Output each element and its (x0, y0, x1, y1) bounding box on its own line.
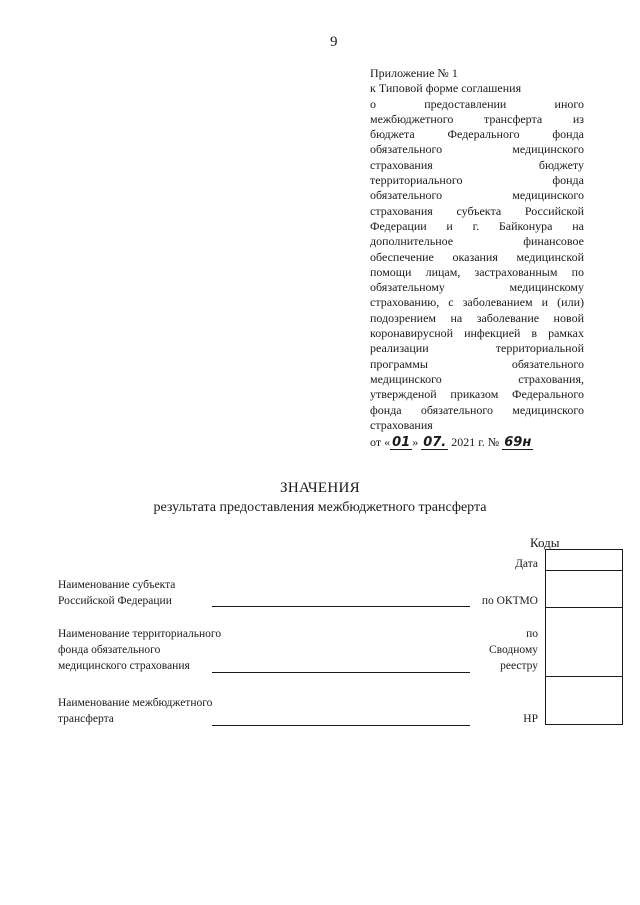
appendix-line: межбюджетного трансферта из (370, 111, 584, 126)
code-cell-oktmo[interactable] (546, 571, 622, 608)
subject-name-field[interactable] (212, 606, 470, 607)
appendix-line: обязательного медицинского (370, 188, 584, 203)
appendix-line: реализации территориальной (370, 341, 584, 356)
subject-label-line: Российской Федерации (58, 595, 172, 607)
appendix-line: страхования бюджету (370, 157, 584, 172)
appendix-line: коронавирусной инфекцией в рамках (370, 326, 584, 341)
registry-label-line: Сводному (488, 644, 538, 656)
fund-label-line: медицинского страхования (58, 660, 190, 672)
fund-label-line: фонда обязательного (58, 644, 161, 656)
transfer-label (58, 695, 212, 727)
document-subtitle: результата предоставления межбюджетного трансферта (153, 500, 487, 515)
appendix-line: помощи лицам, застрахованным по (370, 264, 584, 279)
date-mid: » (412, 435, 419, 450)
appendix-line: о предоставлении иного (370, 96, 584, 111)
appendix-line: фонда обязательного медицинского (370, 402, 584, 417)
appendix-line: дополнительное финансовое (370, 234, 584, 249)
appendix-line: к Типовой форме соглашения (370, 81, 522, 96)
date-prefix: от « (370, 435, 391, 450)
appendix-line: страхования (370, 417, 433, 432)
handwritten-month: 07. (423, 435, 447, 451)
fund-label (58, 626, 221, 674)
code-cell-date[interactable] (546, 550, 622, 571)
nr-label: НР (523, 713, 538, 725)
codes-header: Коды (530, 535, 560, 550)
appendix-line: утвержденой приказом Федерального (370, 387, 584, 402)
fund-label-line: Наименование территориального (58, 628, 222, 640)
transfer-label-line: трансферта (58, 713, 114, 725)
appendix-line: программы обязательного (370, 356, 584, 371)
transfer-label-line: Наименование межбюджетного (58, 697, 213, 709)
appendix-line: Приложение № 1 (370, 66, 458, 80)
appendix-line: обязательному медицинскому (370, 280, 584, 295)
date-label: Дата (515, 558, 538, 570)
page-number: 9 (330, 34, 338, 50)
appendix-header (370, 66, 584, 450)
appendix-line: страхования субъекта Российской (370, 203, 584, 218)
fund-name-field[interactable] (212, 672, 470, 673)
oktmo-label: по ОКТМО (481, 595, 538, 607)
appendix-line: медицинского страхования, (370, 371, 584, 386)
appendix-line: страхованию, с заболеванием и (или) (370, 295, 584, 310)
appendix-line: территориального фонда (370, 173, 584, 188)
registry-label-line: реестру (500, 660, 538, 672)
date-year: 2021 г. № (451, 435, 500, 450)
document-title: ЗНАЧЕНИЯ (280, 480, 360, 496)
subject-label-line: Наименование субъекта (58, 579, 176, 591)
appendix-line: Федерации и г. Байконура на (370, 218, 584, 233)
subject-label (58, 577, 175, 609)
appendix-line: бюджета Федерального фонда (370, 127, 584, 142)
registry-label (470, 626, 538, 674)
transfer-name-field[interactable] (212, 725, 470, 726)
codes-table (545, 549, 623, 725)
appendix-line: обязательного медицинского (370, 142, 584, 157)
handwritten-order-number: 69н (504, 435, 532, 451)
handwritten-day: 01 (392, 435, 411, 451)
order-date-line (370, 435, 584, 450)
appendix-line: обеспечение оказания медицинской (370, 249, 584, 264)
registry-label-line: по (526, 628, 538, 640)
code-cell-registry[interactable] (546, 608, 622, 677)
appendix-line: подозрением на заболевание новой (370, 310, 584, 325)
